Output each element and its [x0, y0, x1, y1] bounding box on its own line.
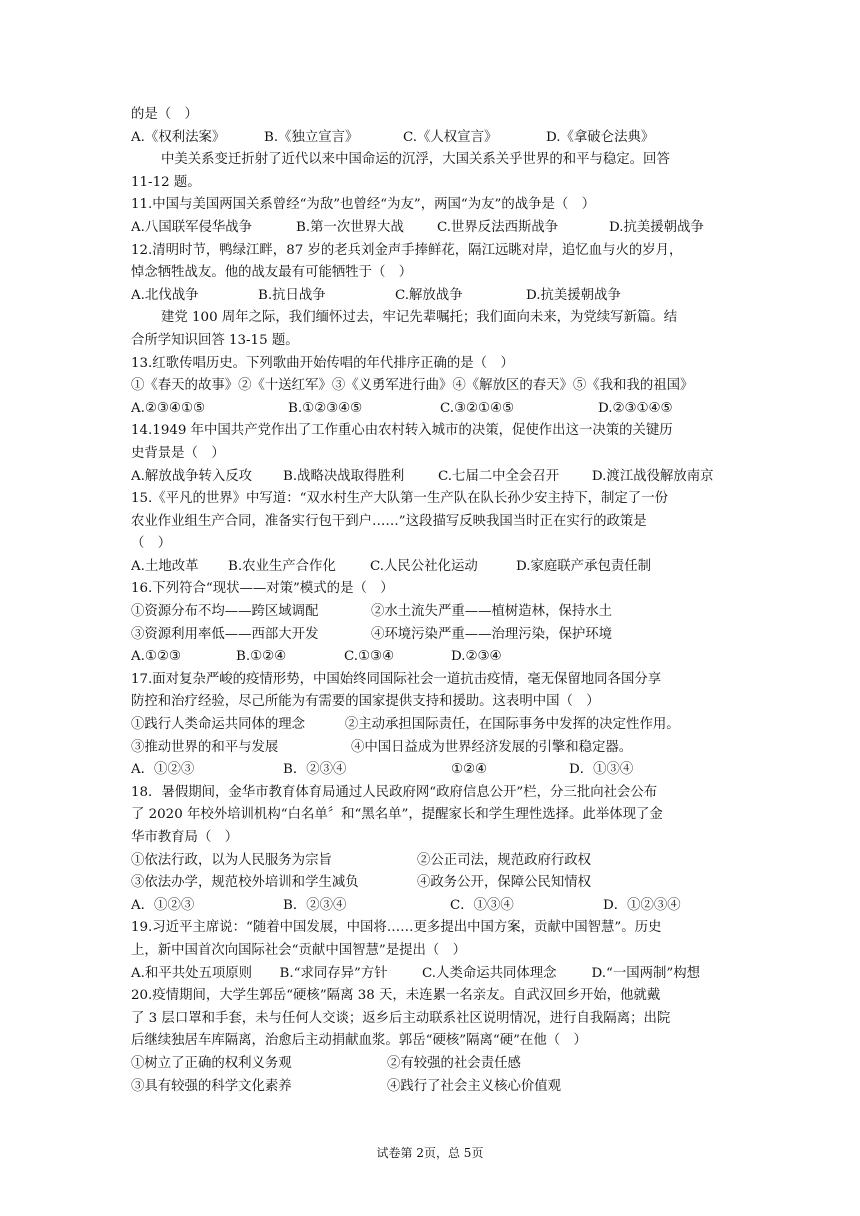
option-item: C.解放战争 — [395, 287, 463, 303]
text-line: 上，新中国首次向国际社会“贡献中国智慧”是提出（ ） — [131, 942, 467, 958]
option-row — [131, 466, 731, 489]
option-item: C.①③④ — [344, 649, 395, 665]
text-line: 18．暑假期间，金华市教育体育局通过人民政府网“政府信息公开”栏，分三批向社会公布 — [131, 784, 658, 800]
text-line: 了 2020 年校外培训机构“白名单〞和“黑名单”，提醒家长和学生理性选择。此举体现了金 — [131, 807, 663, 823]
text-line: 了 3 层口罩和手套，未与任何人交谈；返乡后主动联系社区说明情况，进行自我隔离；出院 — [131, 1010, 671, 1026]
text-line: 11.中国与美国两国关系曾经“为敌”也曾经“为友”，两国“为友”的战争是（ ） — [131, 197, 596, 213]
option-item: C.《人权宣言》 — [403, 129, 498, 145]
option-item: C.世界反法西斯战争 — [437, 219, 559, 235]
option-row — [131, 556, 731, 579]
text-line: （ ） — [131, 536, 172, 552]
option-item: A.《权利法案》 — [131, 129, 226, 145]
option-row — [131, 963, 731, 986]
option-item: C.人民公社化运动 — [370, 558, 478, 574]
option-item: D.抗美援朝战争 — [609, 219, 704, 235]
option-row — [131, 127, 731, 150]
text-line: 13.红歌传唱历史。下列歌曲开始传唱的年代排序正确的是（ ） — [131, 355, 514, 371]
option-item: ①②④ — [451, 762, 488, 778]
page-footer: 试卷第 2页，总 5页 — [376, 1146, 484, 1160]
option-item: ③推动世界的和平与发展 — [131, 739, 279, 755]
option-item: B.《独立宣言》 — [264, 129, 359, 145]
option-item: C．①③④ — [450, 897, 514, 913]
option-row — [131, 872, 731, 895]
option-item: B．②③④ — [283, 897, 347, 913]
option-row — [131, 1053, 731, 1076]
option-item: A.土地改革 — [131, 558, 199, 574]
option-item: D.②③④ — [451, 649, 502, 665]
option-item: C.人类命运共同体理念 — [422, 965, 557, 981]
text-line: 合所学知识回答 13-15 题。 — [131, 332, 299, 348]
text-line: 14.1949 年中国共产党作出了工作重心由农村转入城市的决策，促使作出这一决策的关键历 — [131, 423, 673, 439]
option-item: ②主动承担国际责任，在国际事务中发挥的决定性作用。 — [344, 717, 680, 733]
option-item: A．①②③ — [131, 762, 195, 778]
text-line: 17.面对复杂严峻的疫情形势，中国始终同国际社会一道抗击疫情，毫无保留地同各国分享 — [131, 671, 662, 687]
option-row — [131, 285, 731, 308]
option-item: ①践行人类命运共同体的理念 — [131, 717, 306, 733]
option-row — [131, 217, 731, 240]
text-line: 悼念牺牲战友。他的战友最有可能牺牲于（ ） — [131, 265, 413, 281]
option-item: D.渡江战役解放南京 — [591, 468, 714, 484]
option-item: C.③②①④⑤ — [440, 400, 515, 416]
option-item: D．①②③④ — [603, 897, 681, 913]
option-row — [131, 1076, 731, 1099]
option-item: D．①③④ — [569, 762, 634, 778]
option-item: ③具有较强的科学文化素养 — [131, 1078, 292, 1094]
option-item: C.七届二中全会召开 — [437, 468, 560, 484]
text-line: 防控和治疗经验，尽己所能为有需要的国家提供支持和援助。这表明中国（ ） — [131, 694, 600, 710]
option-item: ④践行了社会主义核心价值观 — [387, 1078, 562, 1094]
option-item: A.北伐战争 — [131, 287, 199, 303]
text-line: 20.疫情期间，大学生郭岳“硬核”隔离 38 天，未连累一名亲友。自武汉回乡开始，他就戴 — [131, 988, 661, 1004]
option-item: ④环境污染严重——治理污染，保护环境 — [371, 626, 613, 642]
question-body — [131, 104, 731, 1098]
option-item: ①依法行政，以为人民服务为宗旨 — [131, 852, 332, 868]
option-row — [131, 895, 731, 918]
option-item: ④中国日益成为世界经济发展的引擎和稳定器。 — [351, 739, 633, 755]
option-item: D.家庭联产承包责任制 — [516, 558, 652, 574]
text-line: 中美关系变迁折射了近代以来中国命运的沉浮，大国关系关乎世界的和平与稳定。回答 — [161, 152, 670, 168]
text-line: 15.《平凡的世界》中写道：“双水村生产大队第一生产队在队长孙少安主持下，制定了一份 — [131, 491, 668, 507]
option-item: A．①②③ — [131, 897, 195, 913]
option-item: A.②③④①⑤ — [131, 400, 205, 416]
text-line: 的是（ ） — [131, 107, 198, 122]
option-item: B.农业生产合作化 — [228, 558, 336, 574]
option-row — [131, 601, 731, 624]
text-line: 建党 100 周年之际，我们缅怀过去，牢记先辈嘱托；我们面向未来，为党续写新篇。结 — [161, 310, 678, 326]
option-row — [131, 646, 731, 669]
option-item: B.①②③④⑤ — [288, 400, 363, 416]
option-item: D.《拿破仑法典》 — [546, 129, 655, 145]
option-row — [131, 714, 731, 737]
option-row — [131, 624, 731, 647]
text-line: 华市教育局（ ） — [131, 830, 239, 845]
text-line: 农业作业组生产合同，准备实行包干到户……”这段描写反映我国当时正在实行的政策是 — [131, 513, 647, 529]
option-item: ①资源分布不均——跨区域调配 — [131, 604, 319, 620]
option-item: A.和平共处五项原则 — [131, 965, 253, 981]
option-row — [131, 737, 731, 760]
option-item: B．②③④ — [283, 762, 347, 778]
option-item: D.抗美援朝战争 — [526, 287, 621, 303]
option-item: ④政务公开，保障公民知情权 — [417, 875, 592, 891]
option-item: A.八国联军侵华战争 — [131, 219, 253, 235]
option-item: ③资源利用率低——西部大开发 — [131, 626, 319, 642]
option-item: D.“一国两制”构想 — [591, 965, 701, 981]
option-item: A.解放战争转入反攻 — [131, 468, 253, 484]
option-item: B.第一次世界大战 — [296, 219, 404, 235]
option-item: ②有较强的社会责任感 — [387, 1055, 521, 1071]
option-item: B.战略决战取得胜利 — [282, 468, 405, 484]
option-item: ②水土流失严重——植树造林，保持水土 — [371, 604, 613, 620]
text-line: 19.习近平主席说：“随着中国发展，中国将……更多提出中国方案，贡献中国智慧”。历史 — [131, 920, 662, 936]
text-line: 11-12 题。 — [131, 174, 201, 190]
option-row — [131, 398, 731, 421]
text-line: 史背景是（ ） — [131, 445, 225, 461]
option-item: D.②③①④⑤ — [598, 400, 673, 416]
option-row — [131, 759, 731, 782]
option-row — [131, 850, 731, 873]
option-item: B.①②④ — [236, 649, 287, 665]
option-item: B.抗日战争 — [258, 287, 326, 303]
option-item: A.①②③ — [131, 649, 181, 665]
text-line: 12.清明时节，鸭绿江畔，87 岁的老兵刘金声手捧鲜花，隔江远眺对岸，追忆血与火的岁月， — [131, 242, 683, 258]
option-item: ③依法办学，规范校外培训和学生减负 — [131, 875, 359, 891]
option-item: ②公正司法，规范政府行政权 — [417, 852, 592, 868]
option-item: ①树立了正确的权利义务观 — [131, 1055, 292, 1071]
option-item: B.“求同存异”方针 — [279, 965, 388, 981]
text-line: 16.下列符合“现状——对策”模式的是（ ） — [131, 581, 394, 597]
text-line: ①《春天的故事》②《十送红军》③《义勇军进行曲》④《解放区的春天》⑤《我和我的祖国》 — [131, 378, 694, 394]
text-line: 后继续独居车库隔离，治愈后主动捐献血浆。郭岳“硬核”隔离“硬”在他（ ） — [131, 1033, 587, 1049]
